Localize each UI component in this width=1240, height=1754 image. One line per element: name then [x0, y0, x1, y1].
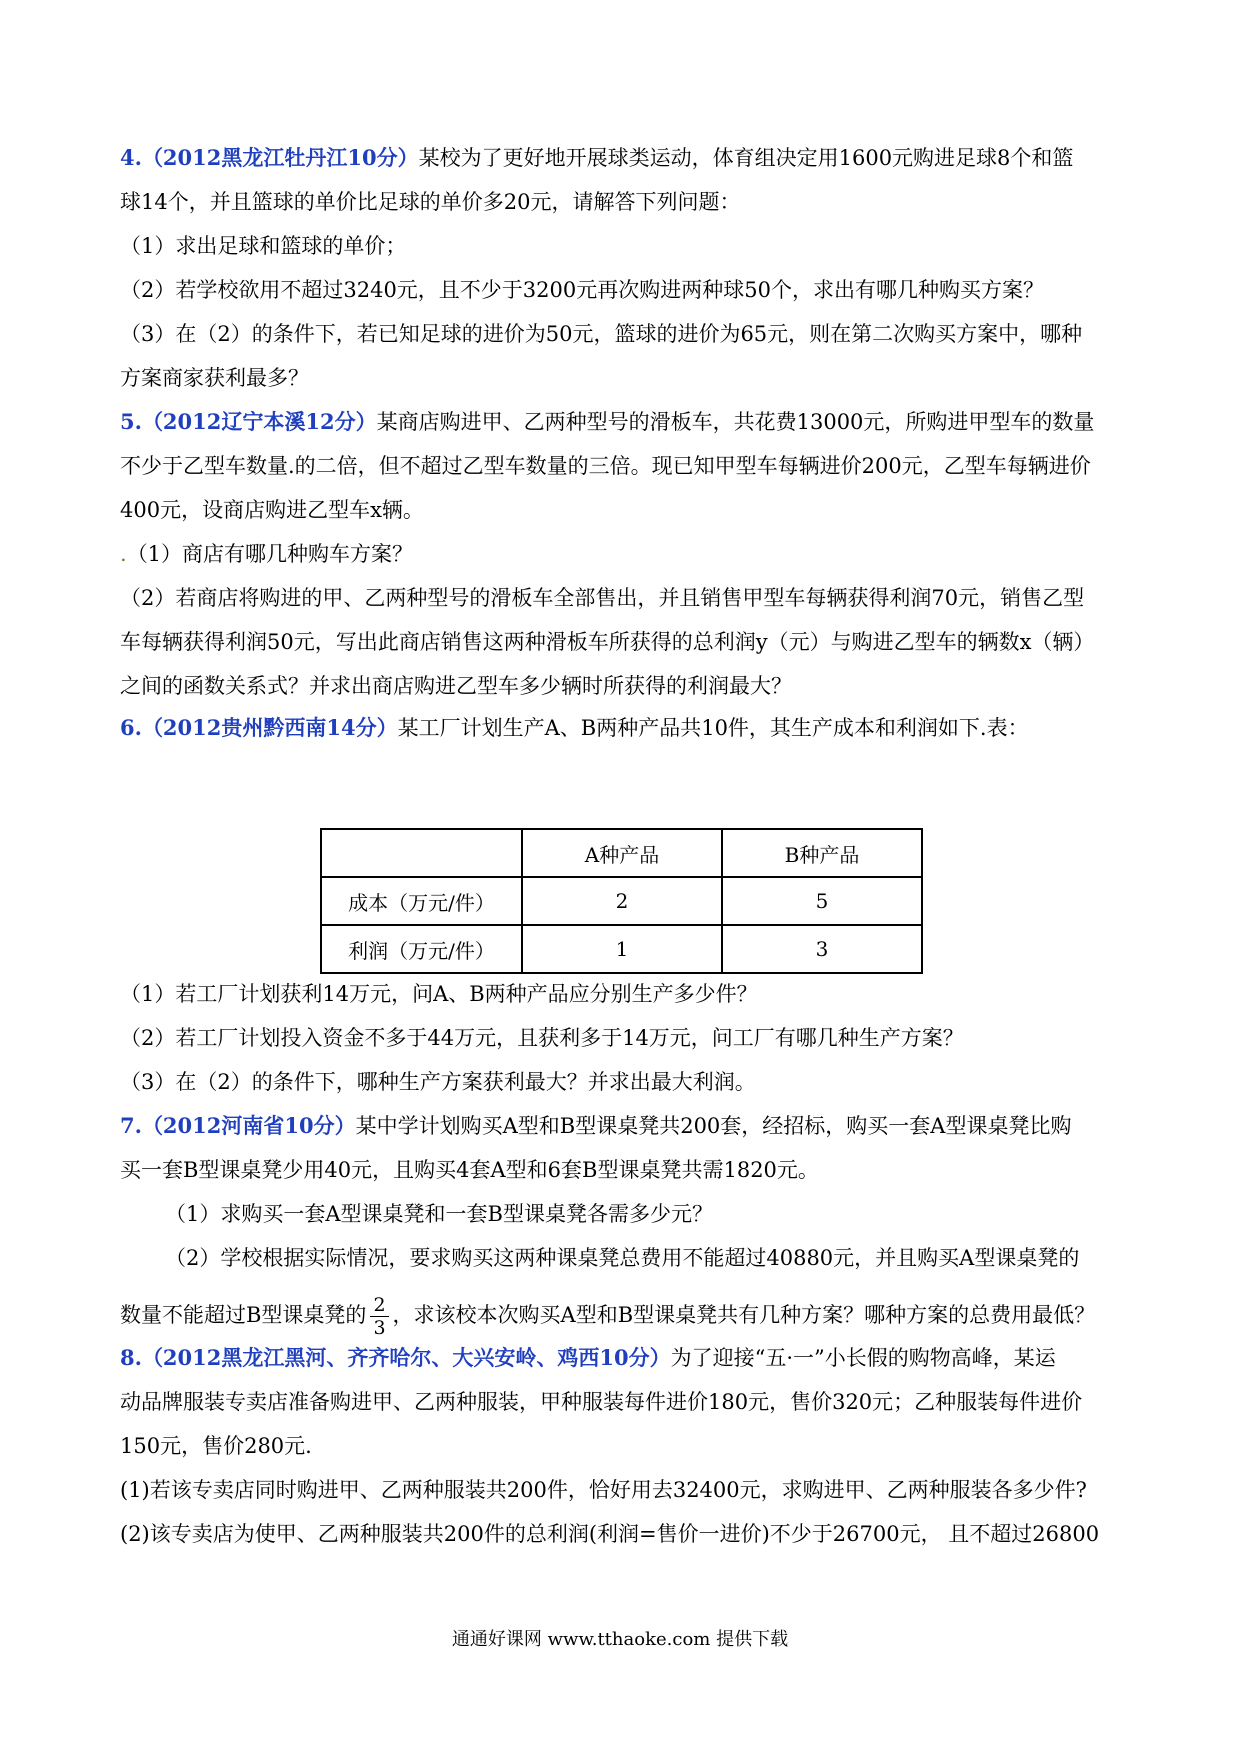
q5-text-3: 400元，设商店购进乙型车x辆。: [120, 498, 424, 522]
table-row: [321, 925, 922, 973]
fraction-denominator: 3: [373, 1317, 386, 1339]
q6-text-1: 某工厂计划生产A、B两种产品共10件，其生产成本和利润如下.表：: [397, 716, 1029, 740]
table-header-cell: [321, 829, 522, 877]
q4-part-3b: 方案商家获利最多？: [120, 366, 309, 390]
table-cell: 利润（万元/件）: [321, 925, 522, 973]
q4-part-2: （2）若学校欲用不超过3240元，且不少于3200元再次购进两种球50个，求出有哪几种购买方案？: [120, 278, 1044, 302]
fraction: [370, 1294, 388, 1339]
page-footer: 通通好课网 www.tthaoke.com 提供下载: [451, 1629, 789, 1650]
stray-dot: .: [120, 542, 127, 566]
q4-text-1: 某校为了更好地开展球类运动，体育组决定用1600元购进足球8个和篮: [418, 146, 1074, 170]
q7-part-1: （1）求购买一套A型课桌凳和一套B型课桌凳各需多少元？: [165, 1202, 713, 1226]
table-header-row: [321, 829, 922, 877]
q8-number: 8.: [120, 1345, 142, 1370]
q5-part-1-line: [120, 539, 413, 569]
q7-part-2b-pre: 数量不能超过B型课桌凳的: [120, 1303, 367, 1327]
q5-text-1: 某商店购进甲、乙两种型号的滑板车，共花费13000元，所购进甲型车的数量: [376, 410, 1095, 434]
q5-line-1: [120, 407, 1094, 437]
q8-text-2: 动品牌服装专卖店准备购进甲、乙两种服装，甲种服装每件进价180元，售价320元；乙种服装每件进价: [120, 1390, 1083, 1414]
table-cell: 2: [522, 877, 722, 925]
table-row: [321, 877, 922, 925]
q7-text-2: 买一套B型课桌凳少用40元，且购买4套A型和6套B型课桌凳共需1820元。: [120, 1158, 819, 1182]
q8-text-1: 为了迎接“五·一”小长假的购物高峰，某运: [670, 1346, 1056, 1370]
q7-number: 7.: [120, 1113, 142, 1138]
q7-part-2b: [120, 1290, 1095, 1340]
q8-part-1: (1)若该专卖店同时购进甲、乙两种服装共200件，恰好用去32400元，求购进甲、乙两种服装各多少件?: [120, 1478, 1087, 1502]
q8-part-2: (2)该专卖店为使甲、乙两种服装共200件的总利润(利润=售价一进价)不少于26700元， 且不超过26800: [120, 1522, 1100, 1546]
table-cell: 1: [522, 925, 722, 973]
q7-part-2a: （2）学校根据实际情况，要求购买这两种课桌凳总费用不能超过40880元，并且购买A型课桌凳的: [165, 1246, 1080, 1270]
q4-number: 4.: [120, 145, 142, 170]
q5-text-2: 不少于乙型车数量.的二倍，但不超过乙型车数量的三倍。现已知甲型车每辆进价200元，乙型车每辆进价: [120, 454, 1091, 478]
q5-source: （2012辽宁本溪12分）: [141, 409, 377, 434]
q4-text-2: 球14个，并且篮球的单价比足球的单价多20元，请解答下列问题：: [120, 190, 741, 214]
q5-part-2b: 车每辆获得利润50元，写出此商店销售这两种滑板车所获得的总利润y（元）与购进乙型车的辆数x（辆）: [120, 630, 1095, 654]
q7-part-2b-post: ，求该校本次购买A型和B型课桌凳共有几种方案？哪种方案的总费用最低？: [392, 1303, 1096, 1327]
table-header-cell: A种产品: [522, 829, 722, 877]
table-cell: 5: [722, 877, 922, 925]
q7-text-1: 某中学计划购买A型和B型课桌凳共200套，经招标，购买一套A型课桌凳比购: [355, 1114, 1072, 1138]
table-cell: 成本（万元/件）: [321, 877, 522, 925]
q5-part-2c: 之间的函数关系式？并求出商店购进乙型车多少辆时所获得的利润最大？: [120, 674, 792, 698]
q4-part-3a: （3）在（2）的条件下，若已知足球的进价为50元，篮球的进价为65元，则在第二次购买方案中，哪种: [120, 322, 1083, 346]
fraction-numerator: 2: [370, 1294, 388, 1317]
table-cell: 3: [722, 925, 922, 973]
production-table: [320, 828, 923, 974]
q5-number: 5.: [120, 409, 142, 434]
q8-source: （2012黑龙江黑河、齐齐哈尔、大兴安岭、鸡西10分）: [141, 1345, 671, 1370]
q6-part-1: （1）若工厂计划获利14万元，问A、B两种产品应分别生产多少件？: [120, 982, 758, 1006]
q8-text-3: 150元，售价280元.: [120, 1434, 312, 1458]
q6-part-2: （2）若工厂计划投入资金不多于44万元，且获利多于14万元，问工厂有哪几种生产方案？: [120, 1026, 964, 1050]
q5-part-2a: （2）若商店将购进的甲、乙两种型号的滑板车全部售出，并且销售甲型车每辆获得利润70元，销售乙型: [120, 586, 1085, 610]
q6-part-3: （3）在（2）的条件下，哪种生产方案获利最大？并求出最大利润。: [120, 1070, 756, 1094]
q7-source: （2012河南省10分）: [141, 1113, 356, 1138]
q4-source: （2012黑龙江牡丹江10分）: [141, 145, 419, 170]
table-header-cell: B种产品: [722, 829, 922, 877]
q4-part-1: （1）求出足球和篮球的单价；: [120, 234, 407, 258]
q5-part-1: （1）商店有哪几种购车方案？: [126, 542, 414, 566]
q6-source: （2012贵州黔西南14分）: [141, 715, 398, 740]
q4-line-1: [120, 143, 1073, 173]
q7-line-1: [120, 1111, 1071, 1141]
q6-number: 6.: [120, 715, 142, 740]
q8-line-1: [120, 1343, 1056, 1373]
q6-line-1: [120, 713, 1029, 743]
